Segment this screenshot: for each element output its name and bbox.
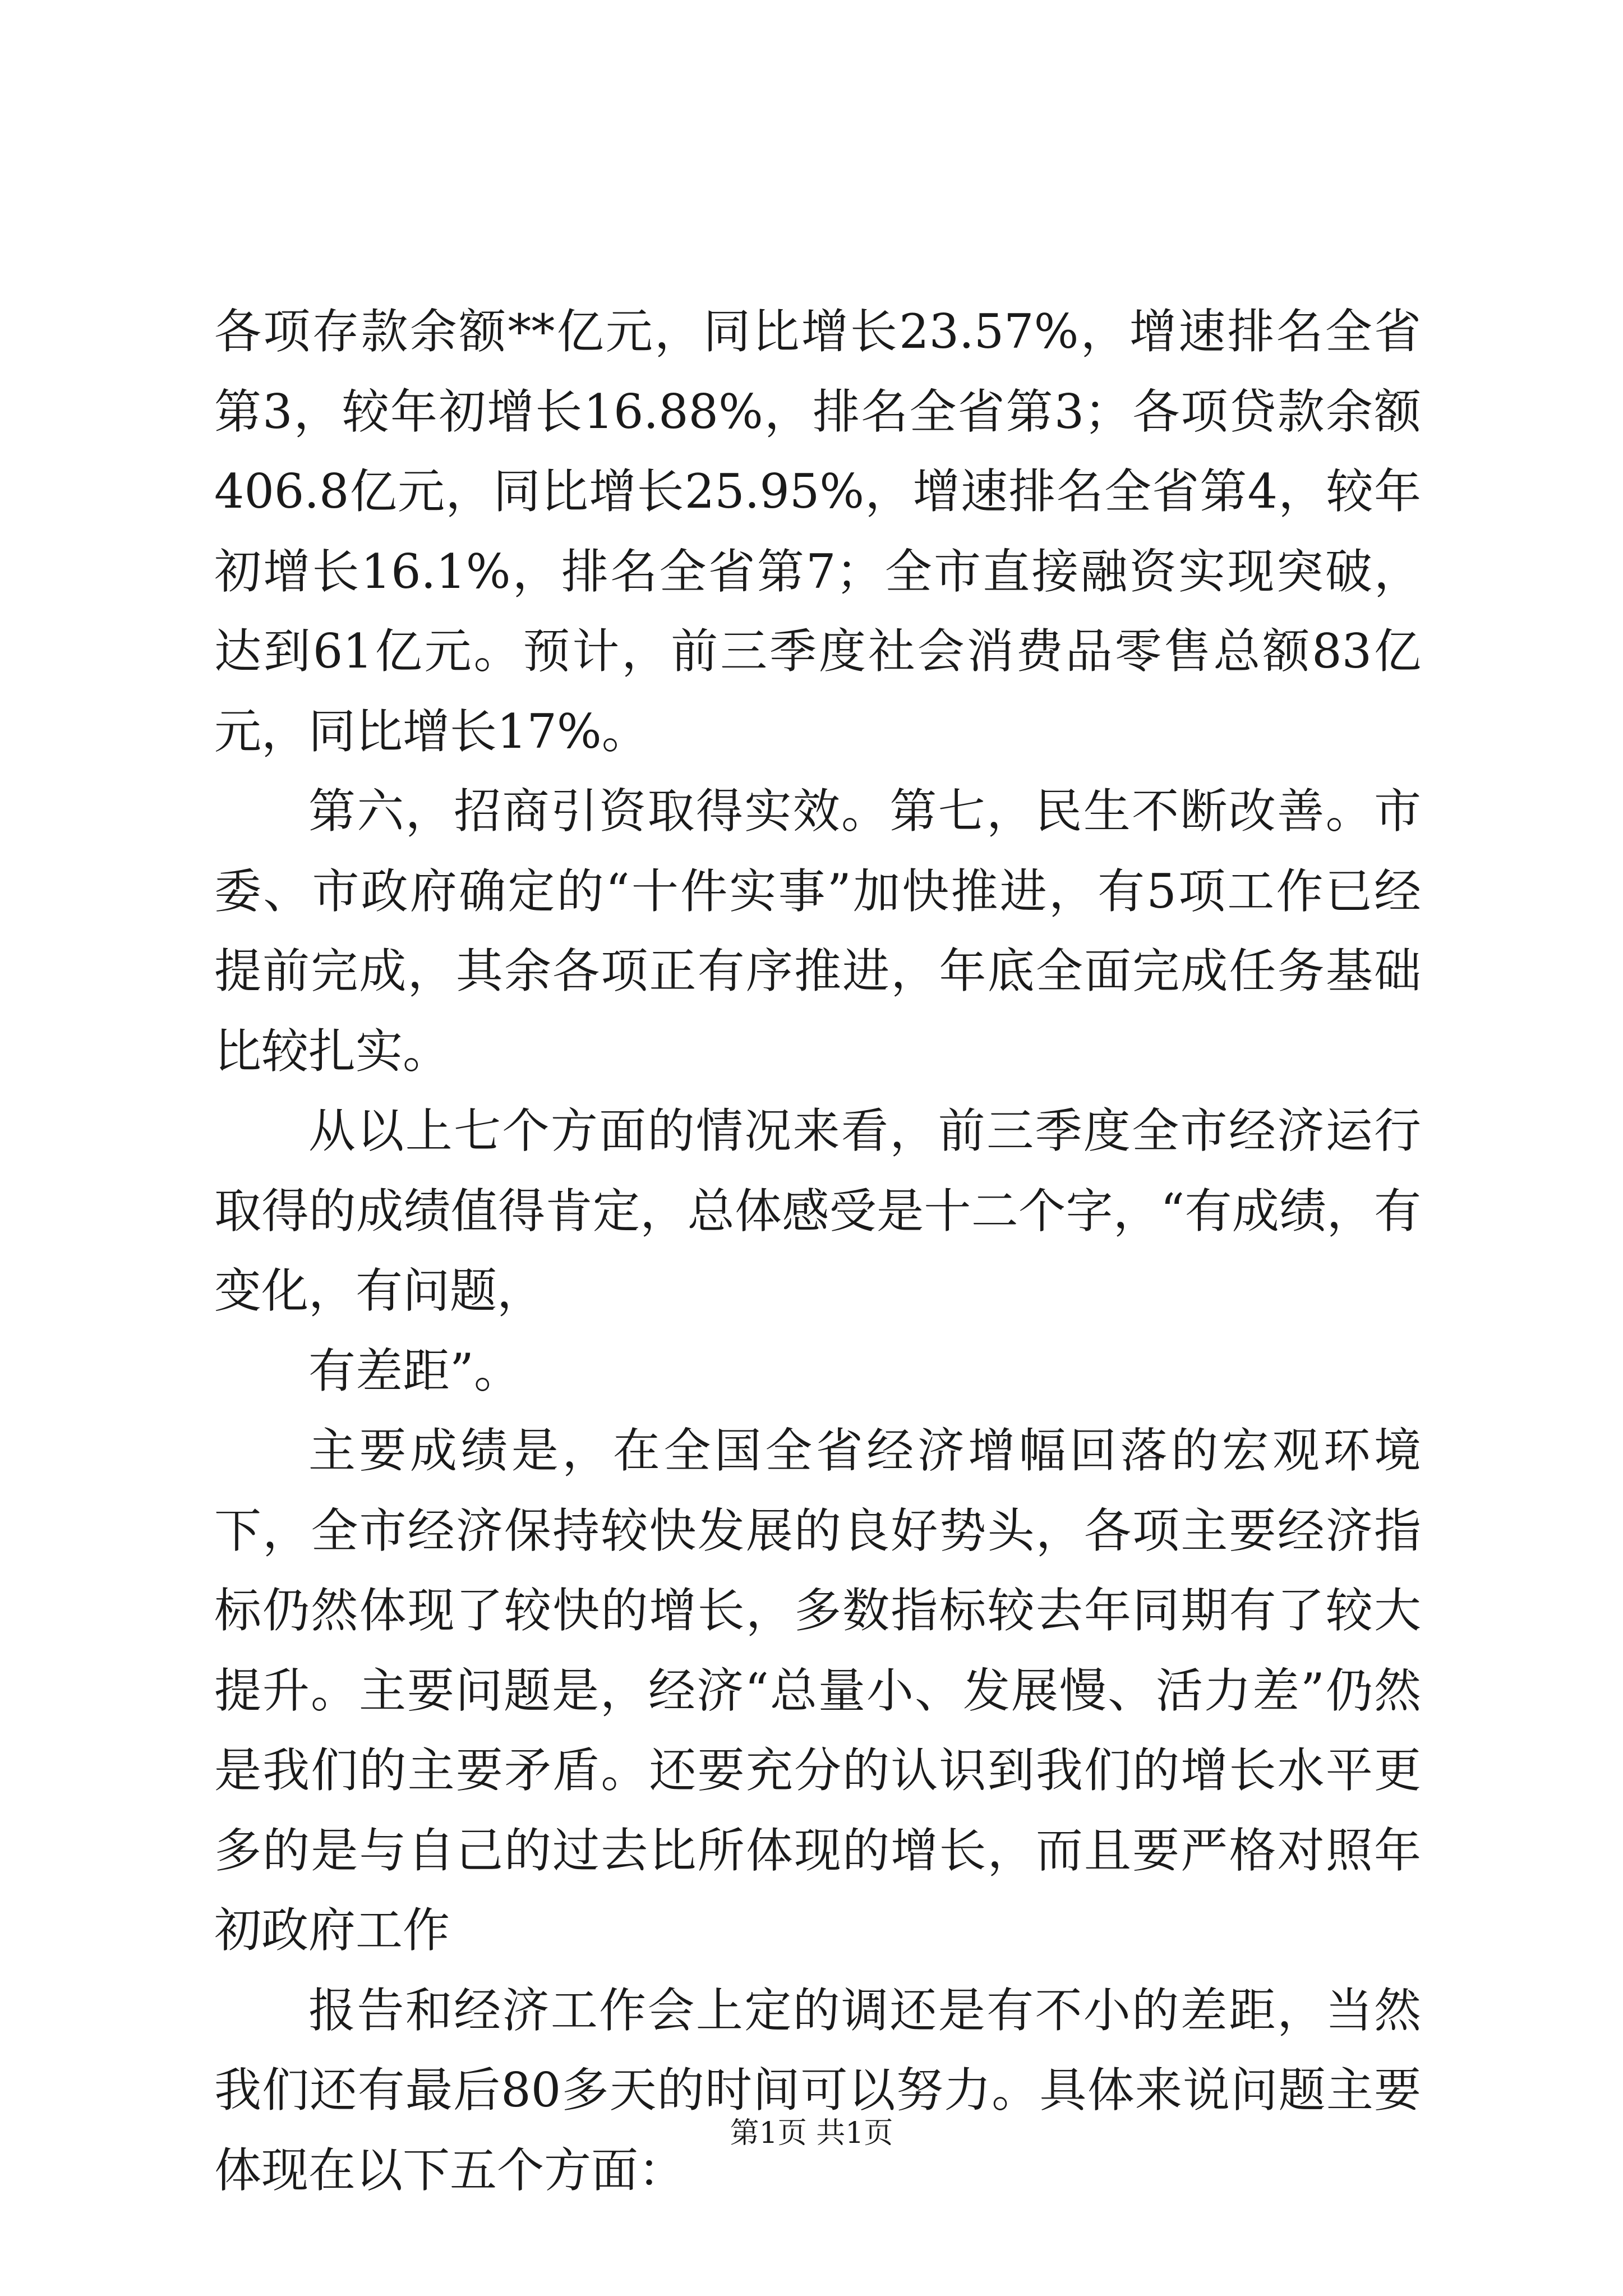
body-text (214, 292, 1421, 2210)
paragraph-gap-note: 有差距”。 (308, 1343, 521, 1398)
paragraph-investment-livelihood: 第六，招商引资取得实效。第七，民生不断改善。市委、市政府确定的“十件实事”加快推进，有5项工作已经提前完成，其余各项正有序推进，年底全面完成任务基础比较扎实。 (214, 784, 1421, 1079)
paragraph-overall-assessment: 从以上七个方面的情况来看，前三季度全市经济运行取得的成绩值得肯定，总体感受是十二个字，“有成绩，有变化，有问题， (214, 1103, 1421, 1318)
page-footer: 第1页 共1页 (730, 2116, 893, 2150)
paragraph-problems-intro: 报告和经济工作会上定的调还是有不小的差距，当然我们还有最后80多天的时间可以努力。具体来说问题主要体现在以下五个方面： (214, 1982, 1421, 2198)
paragraph-deposits-loans: 各项存款余额**亿元，同比增长23.57%，增速排名全省第3，较年初增长16.88%，排名全省第3；各项贷款余额406.8亿元，同比增长25.95%，增速排名全省第4，较年初增长16.1%，排名全省第7；全市直接融资实现突破，达到61亿元。预计，前三季度社会消费品零售总额83亿元，同比增长17%。 (214, 304, 1421, 759)
paragraph-main-results: 主要成绩是，在全国全省经济增幅回落的宏观环境下，全市经济保持较快发展的良好势头，各项主要经济指标仍然体现了较快的增长，多数指标较去年同期有了较大提升。主要问题是，经济“总量小、发展慢、活力差”仍然是我们的主要矛盾。还要充分的认识到我们的增长水平更多的是与自己的过去比所体现的增长，而且要严格对照年初政府工作 (214, 1423, 1421, 1958)
